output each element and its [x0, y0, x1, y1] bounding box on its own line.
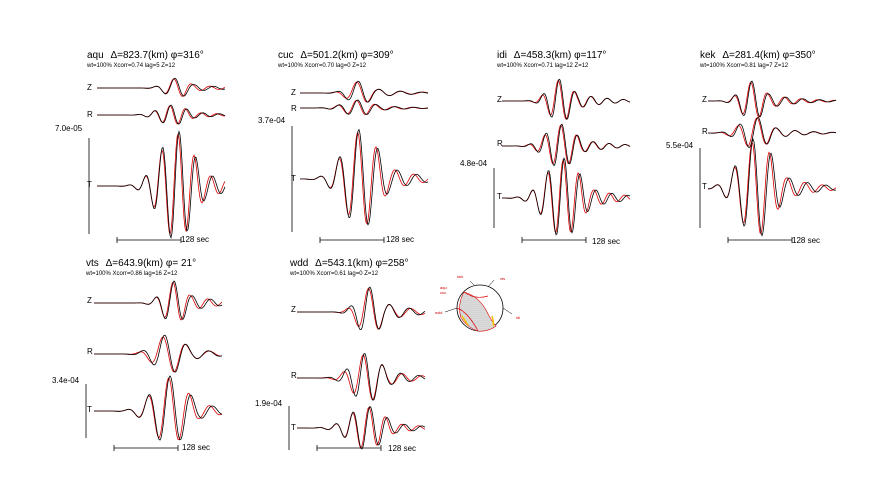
synthetic-trace	[297, 289, 425, 329]
observed-trace	[97, 132, 225, 238]
amplitude-label: 5.5e-04	[666, 141, 694, 150]
observed-trace	[502, 124, 630, 165]
station-fit-stats: wt=100% Xcorr=0.81 lag=7 Z=12	[700, 63, 789, 69]
time-scale-label: 128 sec	[592, 237, 621, 246]
component-label-r: R	[702, 127, 708, 136]
synthetic-trace	[708, 82, 836, 117]
station-name: cuc	[278, 50, 294, 61]
beachball-station-label: idi	[516, 315, 521, 320]
beachball-station-label: wdd	[435, 310, 443, 315]
component-label-r: R	[291, 104, 297, 113]
amplitude-label: 3.7e-04	[258, 116, 286, 125]
station-ray	[488, 280, 494, 287]
station-panel-wdd	[255, 258, 435, 458]
station-name: wdd	[290, 258, 309, 269]
component-label-t: T	[87, 180, 92, 189]
component-label-r: R	[87, 110, 93, 119]
beachball-station-label: aqu	[440, 285, 447, 290]
station-distance-azimuth: Δ=458.3(km) φ=117°	[513, 50, 607, 61]
amplitude-label: 7.0e-05	[55, 124, 83, 133]
component-label-r: R	[497, 139, 503, 148]
station-panel-cuc	[258, 50, 438, 250]
observed-trace	[708, 139, 836, 235]
focal-mechanism-beachball	[430, 270, 530, 340]
observed-trace	[300, 100, 428, 114]
component-label-z: Z	[87, 83, 92, 92]
observed-trace	[502, 79, 630, 119]
seismogram-traces	[258, 50, 438, 250]
component-label-t: T	[497, 192, 502, 201]
component-label-z: Z	[497, 95, 502, 104]
component-label-z: Z	[291, 88, 296, 97]
synthetic-trace	[94, 282, 222, 320]
time-scale-label: 128 sec	[388, 444, 417, 453]
observed-trace	[94, 376, 222, 440]
observed-trace	[502, 158, 630, 235]
component-label-z: Z	[291, 305, 296, 314]
station-ray	[503, 308, 512, 314]
component-label-r: R	[291, 371, 297, 380]
station-distance-azimuth: Δ=823.7(km) φ=316°	[110, 50, 204, 61]
seismogram-traces	[460, 50, 640, 250]
amplitude-label: 1.9e-04	[255, 399, 283, 408]
synthetic-trace	[502, 81, 630, 120]
time-scale-label: 128 sec	[792, 236, 821, 245]
amplitude-label: 4.8e-04	[460, 159, 488, 168]
component-label-z: Z	[87, 296, 92, 305]
beachball-station-label: vts	[500, 276, 506, 281]
station-name: idi	[497, 50, 508, 61]
station-ray	[445, 308, 457, 312]
synthetic-trace	[94, 378, 222, 440]
station-name: vts	[86, 258, 99, 269]
station-fit-stats: wt=100% Xcorr=0.61 lag=0 Z=12	[290, 271, 379, 277]
station-panel-aqu	[55, 50, 235, 250]
station-distance-azimuth: Δ=543.1(km) φ=258°	[315, 258, 409, 269]
component-label-t: T	[702, 182, 707, 191]
beachball-station-label: kek	[457, 274, 464, 279]
station-fit-stats: wt=100% Xcorr=0.71 lag=12 Z=12	[497, 63, 589, 69]
component-label-t: T	[291, 174, 296, 183]
observed-trace	[94, 281, 222, 319]
synthetic-trace	[300, 133, 428, 224]
seismogram-traces	[255, 258, 435, 458]
synthetic-trace	[502, 125, 630, 164]
synthetic-trace	[300, 82, 428, 102]
observed-trace	[94, 335, 222, 372]
station-name: aqu	[87, 50, 104, 61]
observed-trace	[97, 78, 225, 96]
synthetic-trace	[97, 134, 225, 234]
station-name: kek	[700, 50, 716, 61]
station-fit-stats: wt=100% Xcorr=0.74 lag=5 Z=12	[87, 63, 176, 69]
beachball-station-label: cuc	[440, 290, 447, 295]
station-panel-kek	[666, 50, 846, 250]
station-distance-azimuth: Δ=501.2(km) φ=309°	[300, 50, 394, 61]
component-label-z: Z	[702, 95, 707, 104]
observed-trace	[708, 117, 836, 147]
observed-trace	[708, 81, 836, 117]
seismogram-traces	[52, 258, 232, 458]
station-ray	[470, 281, 474, 285]
station-distance-azimuth: Δ=281.4(km) φ=350°	[722, 50, 816, 61]
seismogram-traces	[666, 50, 846, 250]
component-label-t: T	[87, 405, 92, 414]
station-fit-stats: wt=100% Xcorr=0.70 lag=0 Z=12	[278, 63, 367, 69]
synthetic-trace	[297, 355, 425, 399]
station-distance-azimuth: Δ=643.9(km) φ= 21°	[105, 258, 197, 269]
beachball-graphic	[430, 270, 530, 340]
time-scale-label: 128 sec	[182, 443, 211, 452]
component-label-t: T	[291, 423, 296, 432]
seismogram-traces	[55, 50, 235, 250]
component-label-r: R	[87, 347, 93, 356]
station-panel-vts	[52, 258, 232, 458]
station-panel-idi	[460, 50, 640, 250]
time-scale-label: 128 sec	[181, 235, 210, 244]
observed-trace	[97, 105, 225, 124]
amplitude-label: 3.4e-04	[52, 376, 80, 385]
station-fit-stats: wt=100% Xcorr=0.86 lag=16 Z=12	[86, 271, 178, 277]
time-scale-label: 128 sec	[386, 235, 415, 244]
